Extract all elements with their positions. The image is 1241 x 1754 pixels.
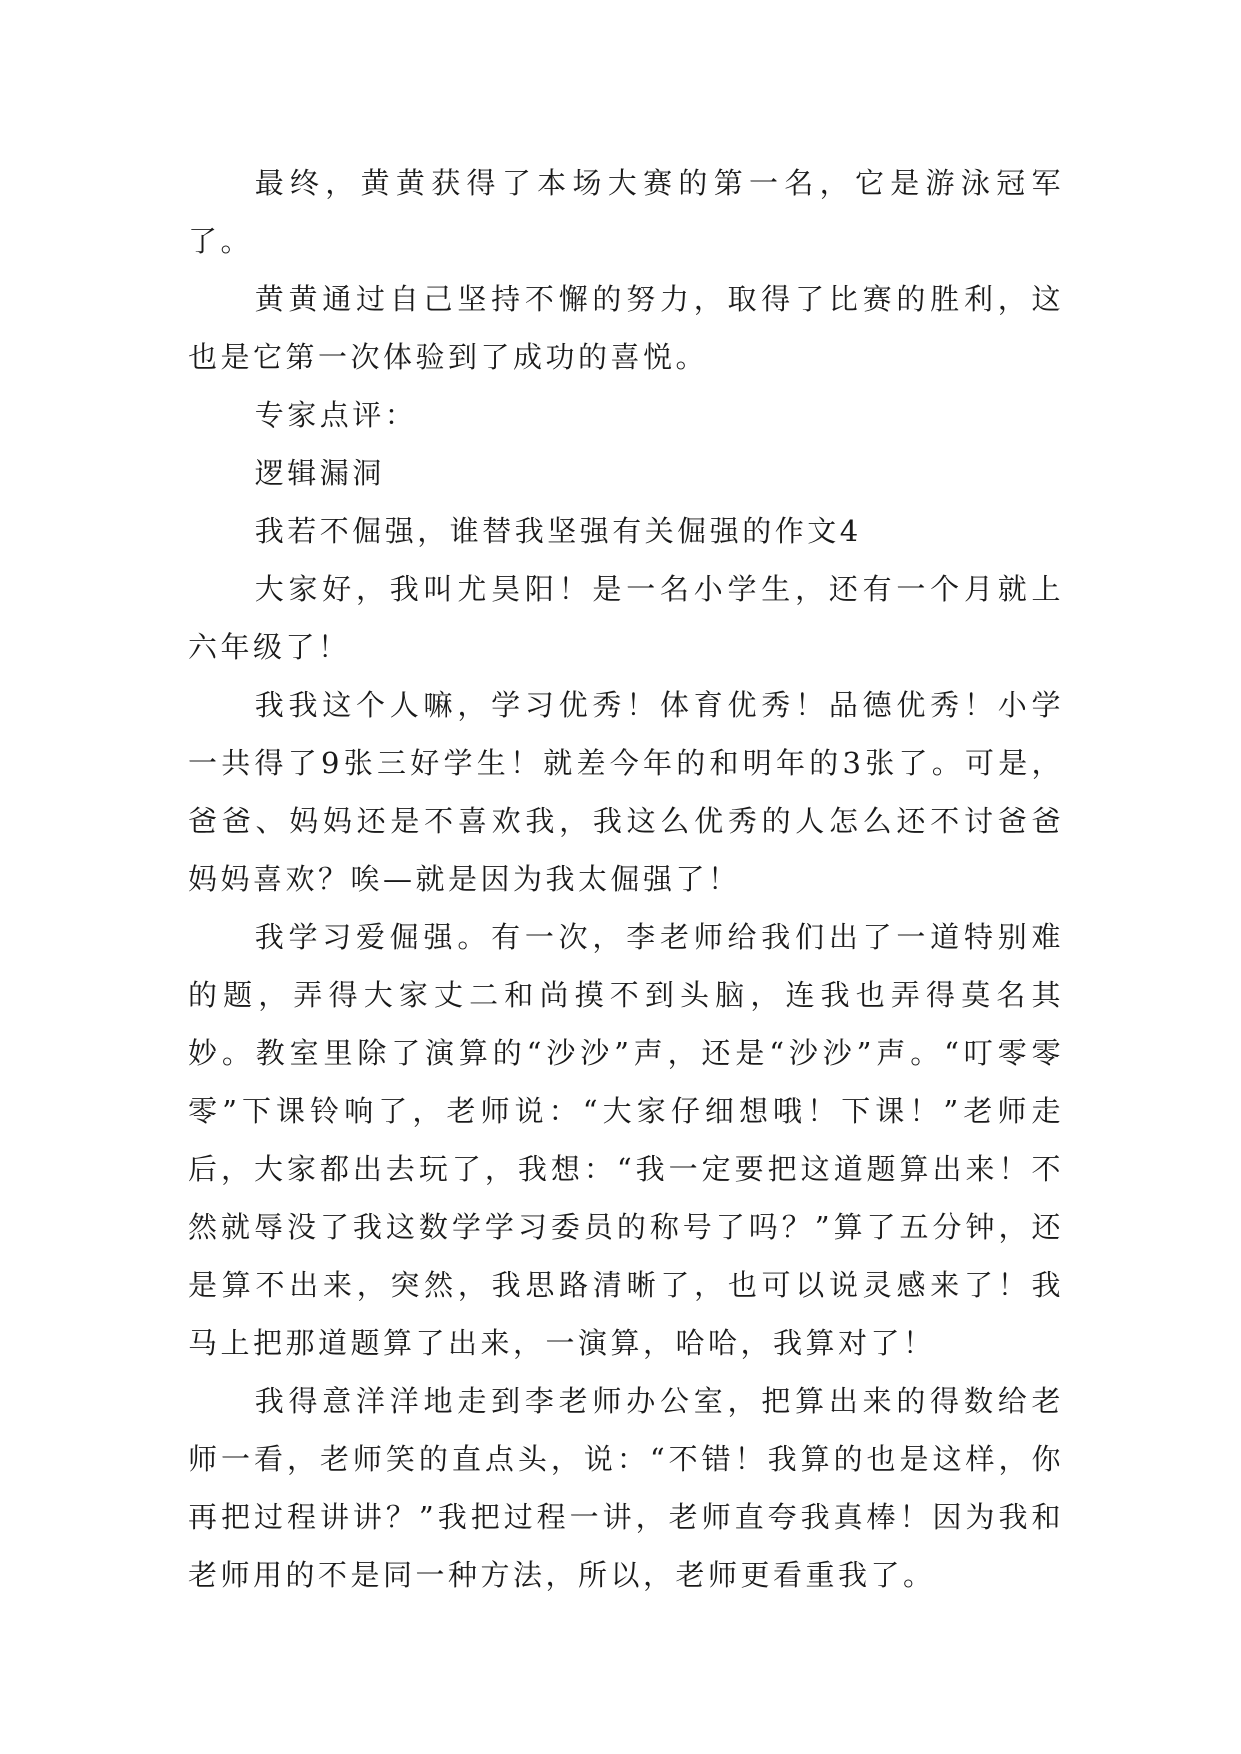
section-label: 专家点评： — [254, 398, 418, 432]
paragraph: 大家好，我叫尤昊阳！是一名小学生，还有一个月就上六年级了！ — [188, 572, 1064, 664]
essay-title: 我若不倔强，谁替我坚强有关倔强的作文4 — [254, 514, 862, 548]
paragraph: 我得意洋洋地走到李老师办公室，把算出来的得数给老师一看，老师笑的直点头，说：“不错！我算的也是这样，你再把过程讲讲？”我把过程一讲，老师直夸我真棒！因为我和老师用的不是同一种方法，所以，老师更看重我了。 — [188, 1384, 1064, 1592]
paragraph: 我我这个人嘛，学习优秀！体育优秀！品德优秀！小学一共得了9张三好学生！就差今年的和明年的3张了。可是，爸爸、妈妈还是不喜欢我，我这么优秀的人怎么还不讨爸爸妈妈喜欢？唉—就是因为我太倔强了！ — [188, 688, 1064, 896]
paragraph: 我学习爱倔强。有一次，李老师给我们出了一道特别难的题，弄得大家丈二和尚摸不到头脑，连我也弄得莫名其妙。教室里除了演算的“沙沙”声，还是“沙沙”声。“叮零零零”下课铃响了，老师说：“大家仔细想哦！下课！”老师走后，大家都出去玩了，我想：“我一定要把这道题算出来！不然就辱没了我这数学学习委员的称号了吗？”算了五分钟，还是算不出来，突然，我思路清晰了，也可以说灵感来了！我马上把那道题算了出来，一演算，哈哈，我算对了！ — [188, 920, 1064, 1360]
paragraph: 最终，黄黄获得了本场大赛的第一名，它是游泳冠军了。 — [188, 166, 1064, 258]
paragraph: 黄黄通过自己坚持不懈的努力，取得了比赛的胜利，这也是它第一次体验到了成功的喜悦。 — [188, 282, 1064, 374]
document-body — [188, 154, 1064, 1604]
section-label: 逻辑漏洞 — [254, 456, 385, 490]
